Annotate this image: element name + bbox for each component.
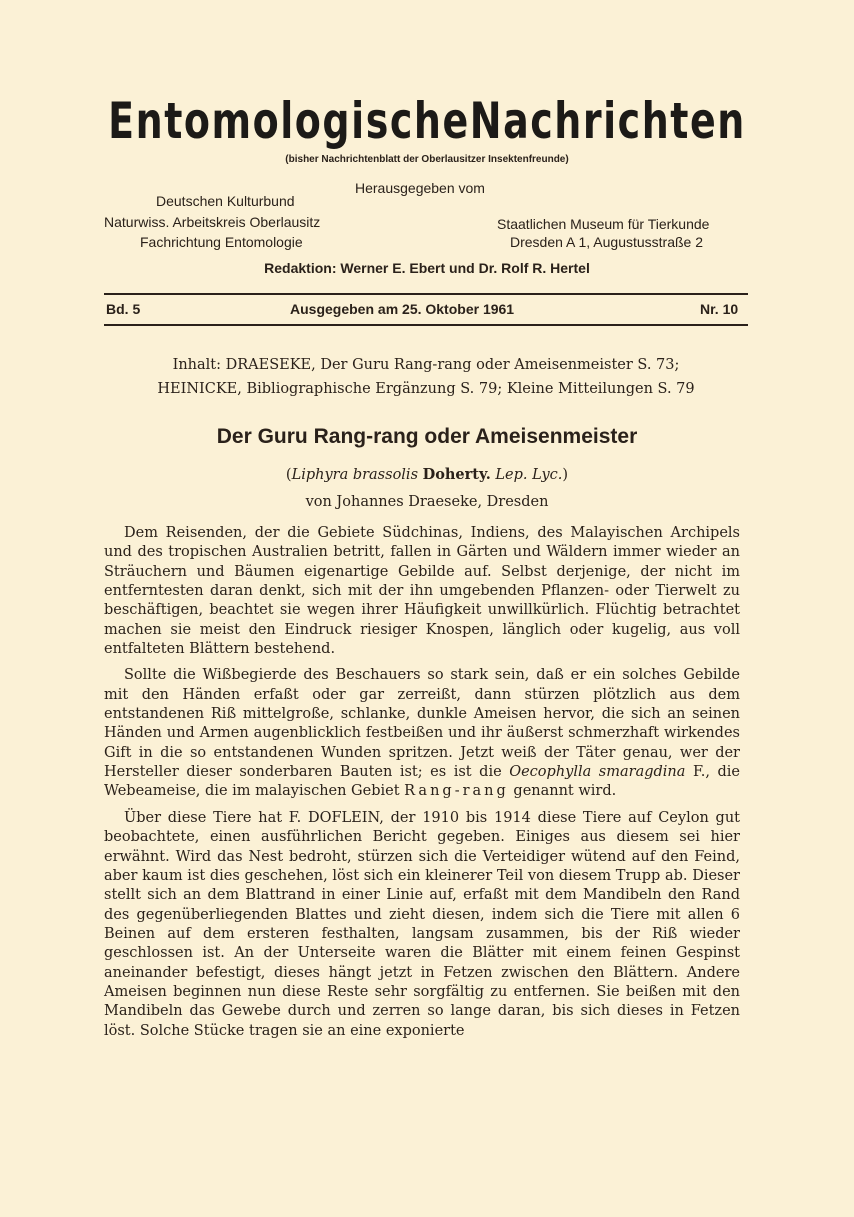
species-group: Lep. Lyc. [495, 467, 563, 483]
article-title: Der Guru Rang-rang oder Ameisenmeister [216, 425, 638, 448]
article-byline: von Johannes Draeseke, Dresden [305, 494, 549, 510]
publisher-left-line-1: Deutschen Kulturbund [156, 193, 295, 209]
top-rule [104, 293, 748, 295]
species-author: Doherty. [422, 466, 491, 483]
journal-title: EntomologischeNachrichten [108, 92, 746, 150]
bottom-rule [104, 324, 748, 326]
local-name: Rang-rang [404, 783, 509, 800]
issue-date: Ausgegeben am 25. Oktober 1961 [290, 301, 515, 317]
contents-line: HEINICKE, Bibliographische Ergänzung S. 79; Kleine Mitteilungen S. 79 [157, 381, 695, 397]
publisher-left-line-3: Fachrichtung Entomologie [140, 234, 303, 250]
editorial-line: Redaktion: Werner E. Ebert und Dr. Rolf R. Hertel [264, 260, 590, 276]
table-of-contents [104, 353, 748, 401]
publisher-left-line-2: Naturwiss. Arbeitskreis Oberlausitz [104, 214, 321, 230]
publisher-right-line-1: Staatlichen Museum für Tierkunde [497, 216, 710, 232]
publisher-intro: Herausgegeben vom [355, 180, 485, 196]
article-body [104, 524, 740, 1048]
paragraph: Über diese Tiere hat F. DOFLEIN, der 1910 bis 1914 diese Tiere auf Ceylon gut beobachtete, einen ausführlichen Bericht gegeben. Einiges aus diesem sei hier erwähnt. Wird das Nest bedroht, stürzen sich die Verteidiger wütend auf den Feind, aber kaum ist dies geschehen, löst sich ein kleinerer Teil von diesem Trupp ab. Dieser stellt sich an dem Blattrand in einer Linie auf, erfaßt mit dem Mandibeln den Rand des gegenüberliegenden Blattes und zieht diesen, indem sich die Tiere mit allen 6 Beinen auf dem ersteren festhalten, langsam zusammen, bis der Riß wieder geschlossen ist. An der Unterseite waren die Blätter mit einem feinen Gespinst aneinander befestigt, dieses hängt jetzt in Fetzen zwischen den Blättern. Andere Ameisen beginnen nun diese Reste sehr sorgfältig zu entfernen. Sie beißen mit den Mandibeln das Gewebe durch und zerren so lange daran, bis sich dieses in Fetzen löst. Solche Stücke tragen sie an eine exponierte [104, 809, 740, 1039]
species-subtitle: (Liphyra brassolis Doherty. Lep. Lyc.) [285, 466, 569, 483]
journal-subtitle: (bisher Nachrichtenblatt der Oberlausitzer Insektenfreunde) [285, 154, 569, 165]
species-name: Liphyra brassolis [291, 467, 419, 483]
publisher-right-line-2: Dresden A 1, Augustusstraße 2 [510, 234, 704, 250]
paragraph: Dem Reisenden, der die Gebiete Südchinas, Indiens, des Malayischen Archipels und des tropischen Australien betritt, fallen in Gärten und Wäldern immer wieder an Sträuchern und Bäumen eigenartige Gebilde auf. Selbst derjenige, der nicht im entferntesten daran denkt, sich mit der ihn umgebenden Pflanzen- oder Tierwelt zu beschäftigen, beachtet sie wegen ihrer Häufigkeit unwillkürlich. Flüchtig betrachtet machen sie meist den Eindruck riesiger Knospen, länglich oder kugelig, aus voll entfalteten Blättern bestehend. [104, 525, 740, 658]
paragraph: Sollte die Wißbegierde des Beschauers so stark sein, daß er ein solches Gebilde mit den Händen erfaßt oder gar zerreißt, dann stürzen plötzlich aus dem entstandenen Riß mittelgroße, schlanke, dunkle Ameisen hervor, die sich an seinen Händen und Armen augenblicklich festbeißen und ihr äußerst schmerzhaft wirkendes Gift in die so entstandenen Wunden spritzen. Jetzt weiß der Täter genau, wer der Hersteller dieser sonderbaren Bauten ist; es ist die Oecophylla smaragdina F., die Webeameise, die im malayischen Gebiet Rang-rang genannt wird. [104, 667, 741, 800]
issue-number: Nr. 10 [700, 301, 739, 317]
volume-label: Bd. 5 [106, 301, 141, 317]
species-name: Oecophylla smaragdina [509, 764, 686, 781]
contents-line: Inhalt: DRAESEKE, Der Guru Rang-rang oder Ameisenmeister S. 73; [172, 357, 680, 373]
